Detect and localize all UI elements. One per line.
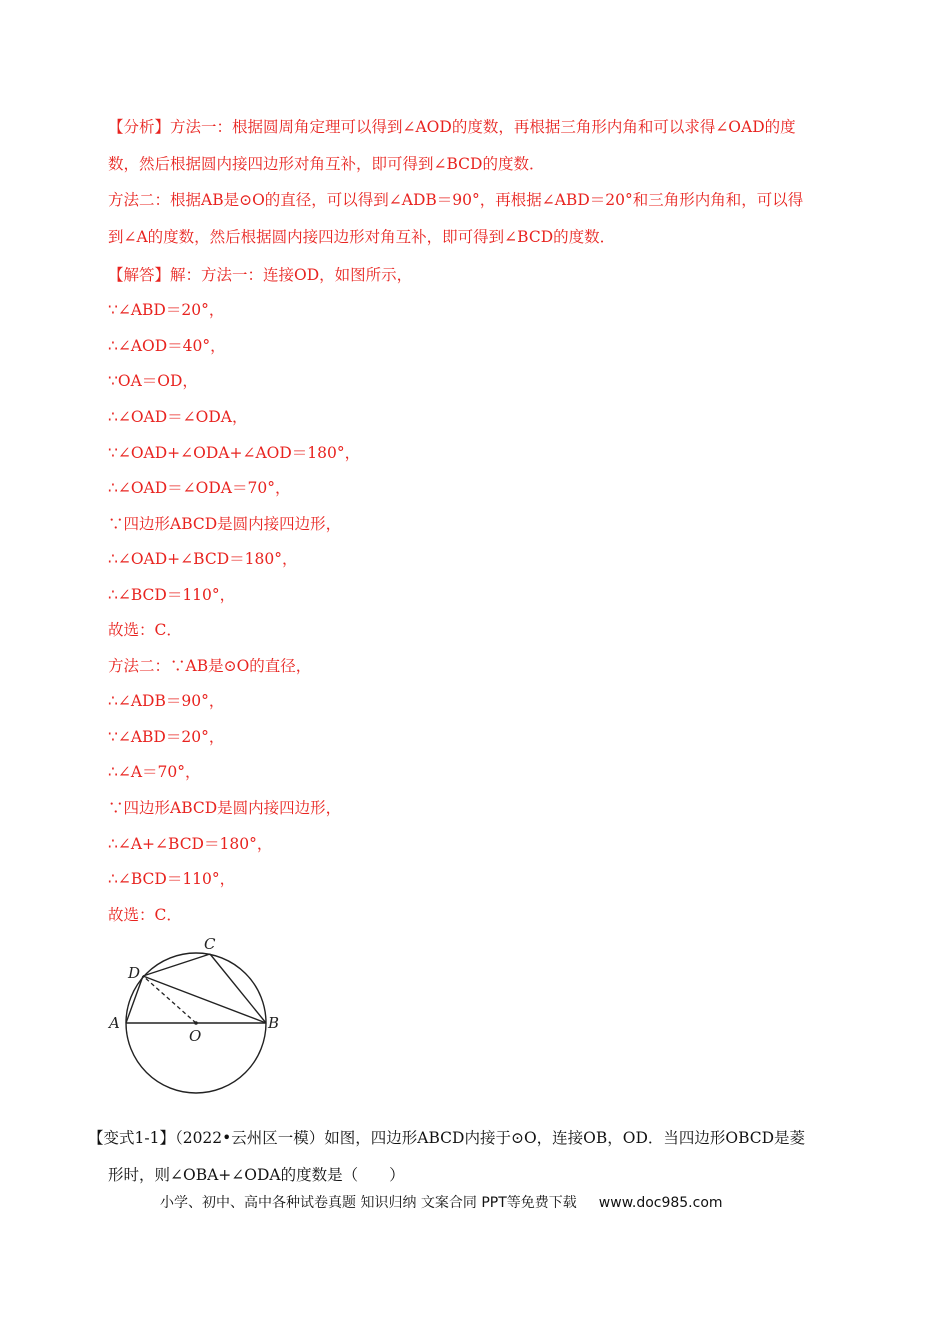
- label-c: C: [204, 935, 216, 953]
- chord-dc: [143, 954, 210, 976]
- solution-line: ∵四边形ABCD是圆内接四边形，: [108, 515, 342, 533]
- solution-line: 方法二：∵AB是⊙O的直径，: [108, 657, 312, 675]
- footer-text: 小学、初中、高中各种试卷真题 知识归纳 文案合同 PPT等免费下载: [160, 1195, 577, 1211]
- solution-line: ∵OA＝OD，: [108, 372, 198, 390]
- solution-line: 【解答】解：方法一：连接OD，如图所示，: [108, 266, 413, 284]
- solution-line: ∴∠OAD+∠BCD＝180°，: [108, 550, 298, 568]
- footer-url[interactable]: www.doc985.com: [598, 1195, 723, 1211]
- chord-ad: [126, 976, 143, 1023]
- analysis-line-3: 方法二：根据AB是⊙O的直径，可以得到∠ADB＝90°，再根据∠ABD＝20°和三角形内角和，可以得: [108, 191, 804, 209]
- solution-line: ∴∠A＝70°，: [108, 763, 201, 781]
- solution-line: 故选：C．: [108, 621, 182, 639]
- label-o: O: [189, 1027, 202, 1045]
- label-d: D: [128, 964, 141, 982]
- solution-line: ∴∠A+∠BCD＝180°，: [108, 835, 273, 853]
- solution-line: 故选：C．: [108, 906, 182, 924]
- solution-line: ∵四边形ABCD是圆内接四边形，: [108, 799, 342, 817]
- variant-line-2: 形时，则∠OBA+∠ODA的度数是（ ）: [108, 1166, 405, 1184]
- footer: [160, 1192, 723, 1212]
- label-a: A: [109, 1014, 120, 1032]
- analysis-line-4: 到∠A的度数，然后根据圆内接四边形对角互补，即可得到∠BCD的度数．: [108, 228, 616, 246]
- circle-diagram: [100, 930, 300, 1100]
- analysis-line-1: 【分析】方法一：根据圆周角定理可以得到∠AOD的度数，再根据三角形内角和可以求得∠OAD的度: [108, 118, 796, 136]
- solution-line: ∵∠ABD＝20°，: [108, 728, 225, 746]
- solution-line: ∵∠ABD＝20°，: [108, 301, 225, 319]
- analysis-line-2: 数，然后根据圆内接四边形对角互补，即可得到∠BCD的度数．: [108, 155, 545, 173]
- solution-line: ∴∠AOD＝40°，: [108, 337, 226, 355]
- solution-line: ∴∠ADB＝90°，: [108, 692, 225, 710]
- solution-line: ∴∠BCD＝110°，: [108, 586, 236, 604]
- variant-line-1: 【变式1-1】（2022•云州区一模）如图，四边形ABCD内接于⊙O，连接OB，OD．当四边形OBCD是菱: [88, 1129, 806, 1147]
- solution-line: ∴∠OAD＝∠ODA＝70°，: [108, 479, 291, 497]
- solution-line: ∵∠OAD+∠ODA+∠AOD＝180°，: [108, 444, 361, 462]
- point-o: [194, 1021, 198, 1025]
- label-b: B: [268, 1014, 280, 1032]
- solution-line: ∴∠BCD＝110°，: [108, 870, 236, 888]
- segment-od: [143, 976, 196, 1023]
- solution-line: ∴∠OAD＝∠ODA，: [108, 408, 248, 426]
